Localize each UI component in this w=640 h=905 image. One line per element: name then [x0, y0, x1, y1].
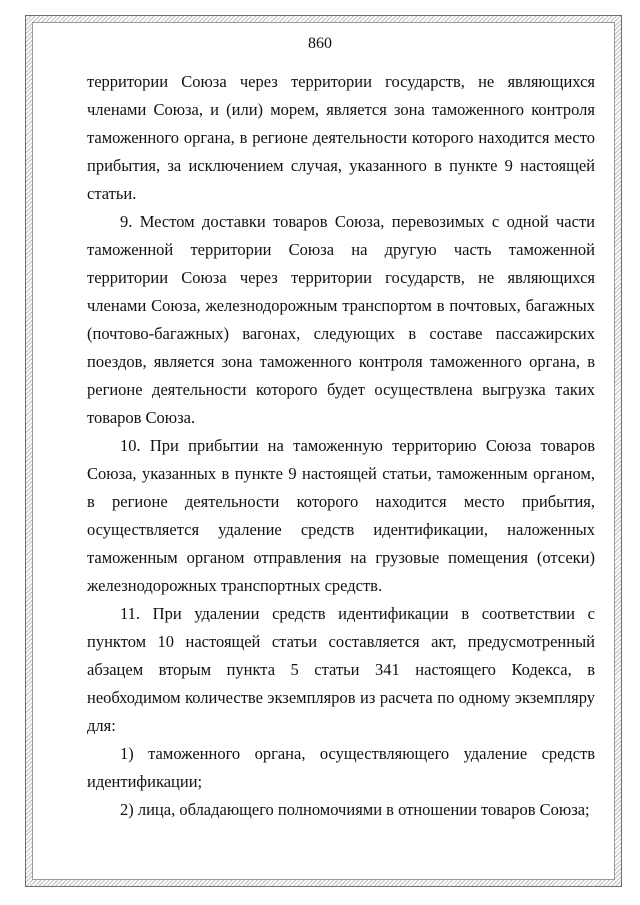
paragraph-item-10: 10. При прибытии на таможенную территорию Союза товаров Союза, указанных в пункте 9 настоящей статьи, таможенным органом, в регионе деятельности которого находится место прибытия, осуществляется удаление средств идентификации, наложенных таможенным органом отправления на грузовые помещения (отсеки) железнодорожных транспортных средств. — [87, 436, 595, 595]
paragraph-continuation: территории Союза через территории государств, не являющихся членами Союза, и (или) морем, является зона таможенного контроля таможенного органа, в регионе деятельности которого находится место прибытия, за исключением случая, указанного в пункте 9 настоящей статьи. — [87, 72, 595, 203]
paragraph-item-11: 11. При удалении средств идентификации в соответствии с пунктом 10 настоящей статьи составляется акт, предусмотренный абзацем вторым пункта 5 статьи 341 настоящего Кодекса, в необходимом количестве экземпляров из расчета по одному экземпляру для: — [87, 604, 595, 735]
page-number: 860 — [308, 35, 332, 52]
paragraph-item-9: 9. Местом доставки товаров Союза, перевозимых с одной части таможенной территории Союза на другую часть таможенной территории Союза через территории государств, не являющихся членами Союза, железнодорожным транспортом в почтовых, багажных (почтово-багажных) вагонах, следующих в составе пассажирских поездов, является зона таможенного контроля таможенного органа, в регионе деятельности которого будет осуществлена выгрузка таких товаров Союза. — [87, 212, 595, 427]
paragraph-item-11-subitem-1: 1) таможенного органа, осуществляющего удаление средств идентификации; — [87, 744, 595, 791]
paragraph-item-11-subitem-2: 2) лица, обладающего полномочиями в отношении товаров Союза; — [120, 800, 590, 819]
document-body — [87, 68, 595, 824]
